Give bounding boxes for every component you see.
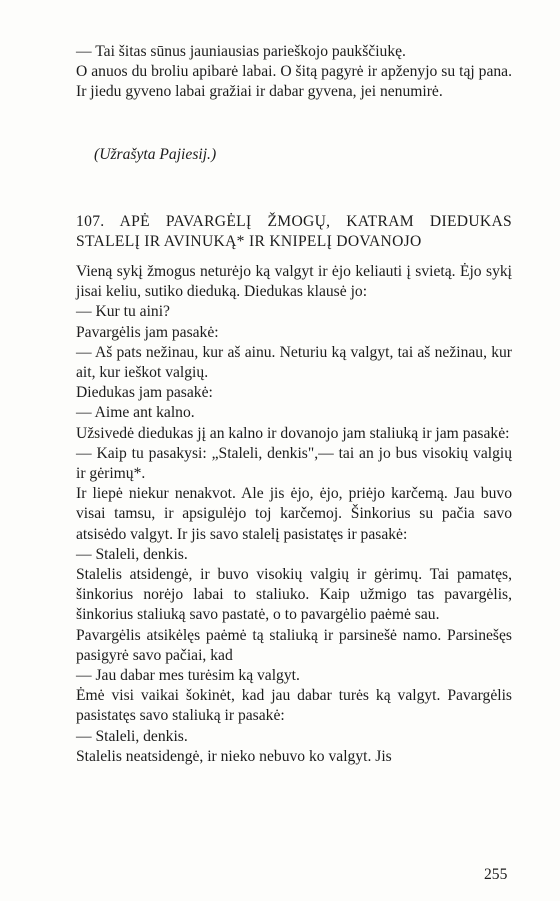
story-paragraph: — Jau dabar mes turėsim ką valgyt.	[76, 667, 300, 685]
story-paragraph: Stalelis atsidengė, ir buvo visokių valgių ir gėrimų. Tai pamatęs, šinkorius norėjo labai to staliuko. Kaip užmigo tas pavargėlis, šinkorius staliuką savo pastatė, o to pavargėlio paėmė sau.	[76, 566, 512, 624]
story-paragraph: — Staleli, denkis.	[76, 545, 188, 563]
story-paragraph: — Aime ant kalno.	[76, 404, 195, 422]
story-paragraph: Pavargėlis atsikėlęs paėmė tą staliuką ir parsinešė namo. Parsinešęs pasigyrė savo pačiai, kad	[76, 626, 512, 664]
story-heading: 107. APĖ PAVARGĖLĮ ŽMOGŲ, KATRAM DIEDUKAS STALELĮ IR AVINUKĄ* IR KNIPELĮ DOVANOJO	[76, 213, 512, 251]
page-number: 255	[484, 866, 508, 883]
intro-paragraph-1: — Tai šitas sūnus jauniausias parieškojo paukščiukę.	[76, 43, 406, 60]
intro-paragraph-2: O anuos du broliu apibarė labai. O šitą pagyrė ir apženyjo su tąj pana. Ir jiedu gyveno labai gražiai ir dabar gyvena, jei nenumirė.	[76, 63, 512, 101]
story-paragraph: — Aš pats nežinau, kur aš ainu. Neturiu ką valgyt, tai aš nežinau, kur ait, kur ieškot valgių.	[76, 343, 512, 382]
story-paragraph: Ir liepė niekur nenakvot. Ale jis ėjo, ėjo, priėjo karčemą. Jau buvo visai tamsu, ir apsigulėjo toj karčemoj. Šinkorius su pačia savo atsisėdo valgyt. Ir jis savo stalelį pasistatęs ir pasakė:	[76, 485, 512, 543]
story-paragraph: Diedukas jam pasakė:	[76, 384, 213, 402]
story-paragraph: — Kaip tu pasakysi: „Staleli, denkis",— tai an jo bus visokių valgių ir gėrimų*.	[76, 444, 512, 483]
story-paragraph: Užsivedė diedukas jį an kalno ir dovanojo jam staliuką ir jam pasakė:	[76, 424, 510, 442]
story-paragraph: — Staleli, denkis.	[76, 727, 188, 745]
story-paragraph: Vieną sykį žmogus neturėjo ką valgyt ir ėjo keliauti į svietą. Ėjo sykį jisai keliu, sutiko dieduką. Diedukas klausė jo:	[76, 263, 512, 301]
story-paragraph: Stalelis neatsidengė, ir nieko nebuvo ko valgyt. Jis	[76, 747, 392, 765]
story-paragraph: — Kur tu aini?	[76, 303, 170, 321]
intro-text	[76, 42, 512, 103]
story-paragraph: Ėmė visi vaikai šokinėt, kad jau dabar turės ką valgyt. Pavargėlis pasistatęs savo staliuką ir pasakė:	[76, 687, 512, 725]
story-paragraph: Pavargėlis jam pasakė:	[76, 323, 219, 341]
story-body	[76, 262, 512, 767]
source-note: (Užrašyta Pajiesij.)	[94, 146, 217, 163]
